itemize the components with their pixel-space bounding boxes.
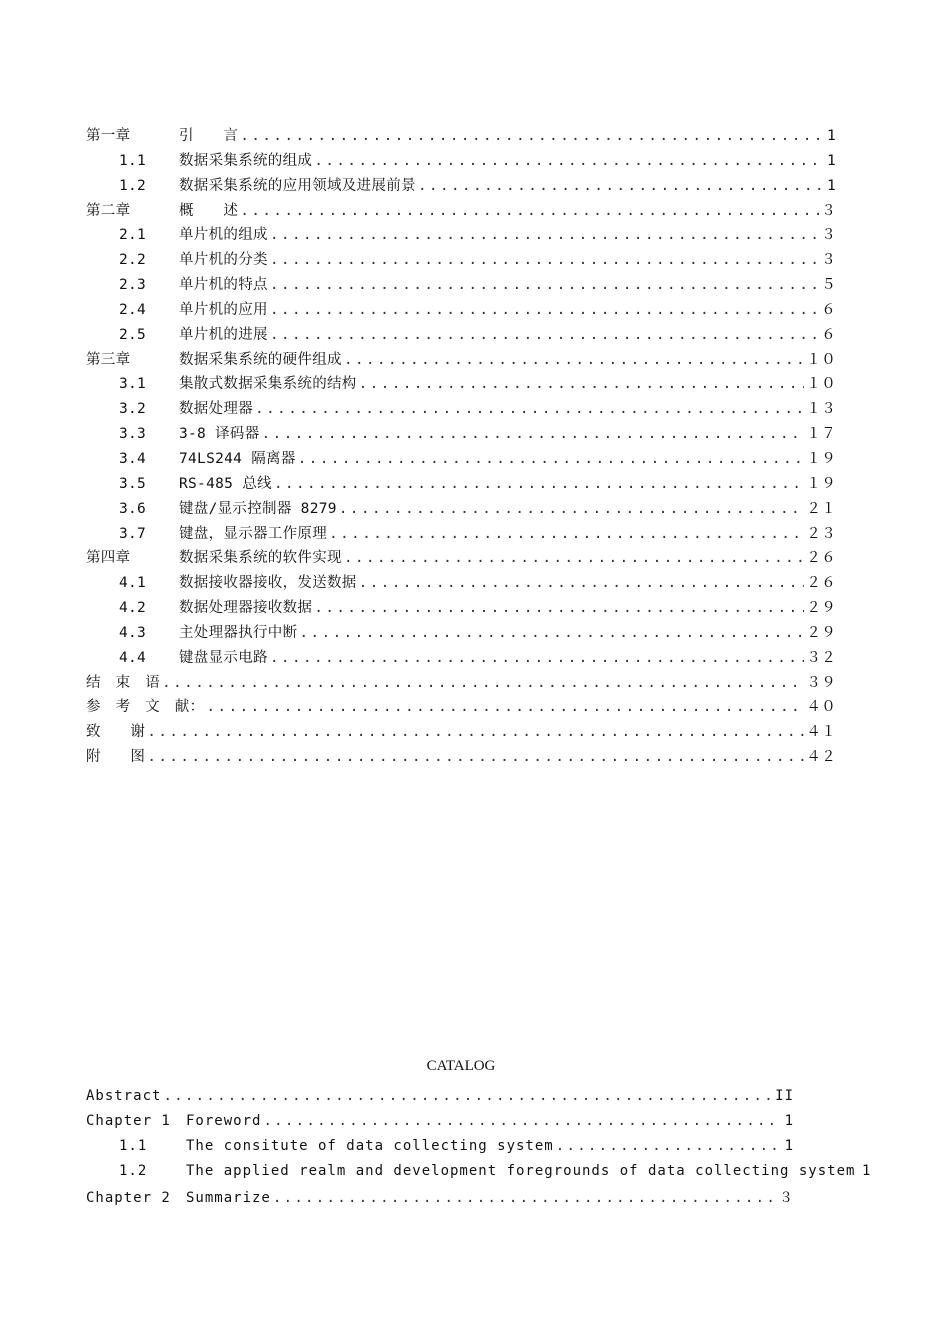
toc-entry-title: 引 言 (179, 128, 239, 144)
toc-entry-title: 结 束 语 (86, 674, 160, 691)
chinese-table-of-contents (86, 124, 836, 770)
toc-entry-number: 第二章 (86, 202, 131, 219)
toc-entry-page: ２１ (806, 500, 836, 517)
dot-leader (339, 501, 805, 517)
toc-entry-number: 2.4 (119, 301, 147, 318)
toc-entry-title: 数据采集系统的应用领域及进展前景 (179, 177, 416, 194)
dot-leader (262, 426, 805, 442)
toc-entry-page: ３ (821, 252, 836, 269)
toc-entry-number: 第四章 (86, 550, 131, 567)
toc-entry-page: ２９ (806, 600, 836, 617)
dot-leader (206, 699, 804, 715)
toc-entry-page: ５ (821, 277, 836, 294)
toc-entry-number: 2.2 (119, 252, 147, 269)
dot-leader (329, 526, 804, 542)
toc-entry-title: 单片机的应用 (179, 301, 268, 318)
toc-entry-page: 1 (784, 1112, 794, 1129)
toc-entry-page: ３ (779, 1190, 794, 1207)
toc-entry-page: ２６ (806, 575, 836, 592)
toc-entry-number: 1.1 (119, 1137, 148, 1154)
toc-entry (86, 273, 836, 298)
toc-entry-title: RS-485 总线 (179, 475, 272, 492)
toc-entry-title: Foreword (186, 1112, 262, 1129)
toc-entry (86, 372, 836, 397)
toc-entry-title: 键盘/显示控制器 8279 (179, 500, 337, 517)
toc-entry-number: 4.1 (119, 575, 147, 592)
dot-leader (240, 203, 819, 219)
toc-entry-title: 74LS244 隔离器 (179, 450, 296, 467)
toc-entry-page: ３２ (806, 649, 836, 666)
toc-entry (86, 646, 836, 671)
toc-entry-title: 数据采集系统的组成 (179, 152, 313, 169)
toc-entry-number: 2.3 (119, 277, 147, 294)
toc-entry (86, 124, 836, 149)
dot-leader (344, 352, 805, 368)
toc-entry-number: Chapter 2 (86, 1190, 171, 1207)
dot-leader (273, 1190, 777, 1206)
dot-leader (314, 600, 804, 616)
toc-entry-title: 键盘，显示器工作原理 (179, 525, 327, 542)
toc-entry-title: 数据接收器接收，发送数据 (179, 575, 357, 592)
dot-leader (270, 227, 819, 243)
toc-entry-title: 主处理器执行中断 (179, 624, 298, 641)
toc-entry-title: The consitute of data collecting system (186, 1137, 554, 1154)
toc-entry-title: Summarize (186, 1190, 271, 1207)
toc-entry (86, 199, 836, 224)
toc-entry (86, 472, 836, 497)
dot-leader (298, 451, 805, 467)
toc-entry-number: 3.1 (119, 376, 147, 393)
toc-entry-title: 单片机的进展 (179, 326, 268, 343)
toc-entry-title: 数据采集系统的软件实现 (179, 550, 342, 567)
toc-entry-page: 1 (826, 152, 836, 169)
toc-entry-number: 1.2 (119, 1162, 148, 1179)
toc-entry (86, 348, 836, 373)
toc-entry (86, 248, 836, 273)
toc-entry-page: ２３ (806, 525, 836, 542)
toc-entry-page: ６ (821, 301, 836, 318)
toc-entry-number: Chapter 1 (86, 1112, 171, 1129)
toc-entry-page: 1 (784, 1137, 794, 1154)
toc-entry-number: 4.2 (119, 600, 147, 617)
toc-entry (86, 497, 836, 522)
toc-entry-page: ４０ (806, 699, 836, 716)
toc-entry-number: 3.4 (119, 450, 147, 467)
toc-entry-page: ４１ (806, 724, 836, 741)
toc-entry (86, 323, 836, 348)
dot-leader (270, 302, 819, 318)
toc-entry (86, 571, 836, 596)
toc-entry (86, 223, 836, 248)
catalog-heading: CATALOG (426, 1058, 496, 1074)
toc-entry (86, 671, 836, 696)
toc-entry (86, 1138, 794, 1163)
dot-leader (270, 277, 819, 293)
toc-entry-number: 2.5 (119, 326, 147, 343)
toc-entry-number: 3.6 (119, 500, 147, 517)
toc-entry-title: 集散式数据采集系统的结构 (179, 376, 357, 393)
toc-entry (86, 720, 836, 745)
toc-entry-page: ４２ (806, 749, 836, 766)
dot-leader (270, 252, 819, 268)
toc-entry-page: １３ (806, 401, 836, 418)
dot-leader (163, 1088, 773, 1104)
dot-leader (255, 401, 804, 417)
toc-entry-page: ２９ (806, 624, 836, 641)
toc-entry-page: １０ (806, 351, 836, 368)
toc-entry-page: 1 (862, 1162, 872, 1179)
toc-entry-title: 单片机的组成 (179, 227, 268, 244)
toc-entry (86, 1088, 794, 1113)
dot-leader (359, 376, 805, 392)
toc-entry-title: 单片机的特点 (179, 277, 268, 294)
toc-entry-number: 1.2 (119, 177, 147, 194)
toc-entry-page: II (775, 1088, 794, 1104)
toc-entry (86, 298, 836, 323)
toc-entry-page: １７ (806, 426, 836, 443)
toc-entry-title: 键盘显示电路 (179, 649, 268, 666)
toc-entry (86, 447, 836, 472)
dot-leader (147, 724, 804, 740)
dot-leader (270, 327, 819, 343)
toc-entry-page: 1 (826, 177, 836, 194)
toc-entry-number: 4.3 (119, 624, 147, 641)
toc-entry-title: 数据处理器 (179, 401, 253, 418)
toc-entry (86, 745, 836, 770)
toc-entry (86, 1187, 794, 1212)
toc-entry (86, 695, 836, 720)
toc-entry-title: 参 考 文 献： (86, 699, 205, 716)
toc-entry-title: Abstract (86, 1088, 162, 1104)
toc-entry-title: 致 谢 (86, 724, 146, 741)
dot-leader (556, 1138, 780, 1154)
toc-entry-page: 1 (826, 128, 836, 144)
toc-entry-page: ３ (821, 227, 836, 244)
dot-leader (147, 749, 804, 765)
dot-leader (162, 675, 804, 691)
toc-entry-title: 数据处理器接收数据 (179, 600, 313, 617)
dot-leader (418, 178, 822, 194)
toc-entry (86, 621, 836, 646)
toc-entry (86, 397, 836, 422)
english-table-of-contents (86, 1088, 872, 1212)
toc-entry (86, 422, 836, 447)
dot-leader (274, 476, 805, 492)
toc-entry (86, 149, 836, 174)
toc-entry-number: 第三章 (86, 351, 131, 368)
toc-entry (86, 174, 836, 199)
toc-entry (86, 546, 836, 571)
toc-entry-page: １９ (806, 475, 836, 492)
toc-entry (86, 522, 836, 547)
toc-entry-title: 概 述 (179, 202, 239, 219)
toc-entry-title: 3-8 译码器 (179, 426, 260, 443)
toc-entry-number: 3.3 (119, 426, 147, 443)
toc-entry-number: 第一章 (86, 128, 131, 144)
dot-leader (314, 153, 822, 169)
toc-entry (86, 1162, 872, 1188)
toc-entry-number: 4.4 (119, 649, 147, 666)
dot-leader (299, 625, 804, 641)
toc-entry-title: 单片机的分类 (179, 252, 268, 269)
dot-leader (270, 650, 805, 666)
toc-entry-number: 1.1 (119, 152, 147, 169)
toc-entry-page: １９ (806, 450, 836, 467)
toc-entry-number: 3.7 (119, 525, 147, 542)
toc-entry-title: The applied realm and development foregrounds of data collecting system (186, 1162, 856, 1179)
toc-entry-title: 数据采集系统的硬件组成 (179, 351, 342, 368)
toc-entry-page: ６ (821, 326, 836, 343)
dot-leader (359, 575, 805, 591)
toc-entry (86, 1113, 794, 1138)
toc-entry-page: ２６ (806, 550, 836, 567)
dot-leader (263, 1113, 780, 1129)
toc-entry-page: １０ (806, 376, 836, 393)
toc-entry-number: 2.1 (119, 227, 147, 244)
toc-entry-number: 3.2 (119, 401, 147, 418)
dot-leader (240, 128, 822, 144)
toc-entry-title: 附 图 (86, 749, 146, 766)
dot-leader (344, 550, 805, 566)
toc-entry (86, 596, 836, 621)
toc-entry-page: ３ (821, 202, 836, 219)
toc-entry-page: ３９ (806, 674, 836, 691)
toc-entry-number: 3.5 (119, 475, 147, 492)
